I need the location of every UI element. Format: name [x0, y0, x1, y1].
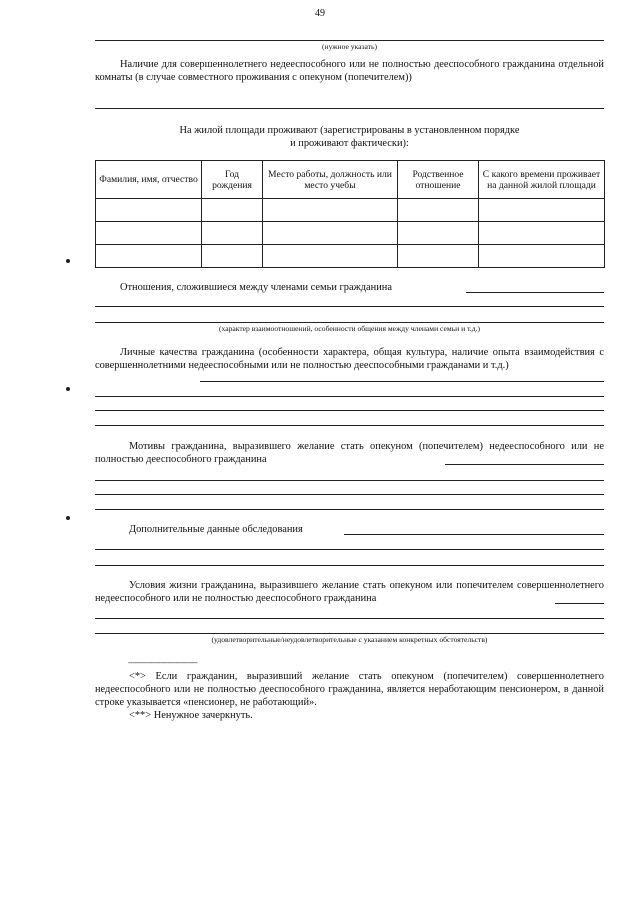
table-cell[interactable]: [479, 199, 605, 222]
conditions-paragraph: Условия жизни гражданина, выразившего желание стать опекуном или попечителем совершеннолетнего недееспособного или не полностью дееспособного гражданина: [95, 580, 604, 604]
fill-line[interactable]: [555, 603, 604, 604]
footnote-separator: --------------------------------: [128, 658, 198, 667]
column-header: С какого времени проживает на данной жилой площади: [479, 161, 605, 199]
fill-line[interactable]: [95, 306, 604, 307]
fill-line[interactable]: [344, 534, 604, 535]
table-row: [96, 245, 605, 268]
table-cell[interactable]: [202, 245, 263, 268]
table-cell[interactable]: [263, 199, 398, 222]
conditions-hint: (удовлетворительные/неудовлетворительные с указанием конкретных обстоятельств): [211, 635, 488, 644]
table-cell[interactable]: [202, 199, 263, 222]
room-paragraph: Наличие для совершеннолетнего недееспособного или не полностью дееспособного гражданина отдельной комнаты (в случае совместного проживания с опекуном (попечителем)): [95, 59, 604, 83]
column-header: Фамилия, имя, отчество: [96, 161, 202, 199]
fill-line[interactable]: [445, 464, 604, 465]
residents-table: [95, 160, 605, 268]
table-header-row: [96, 161, 605, 199]
footnote-2: <**> Ненужное зачеркнуть.: [129, 710, 253, 721]
residents-heading-line1: На жилой площади проживают (зарегистрированы в установленном порядке: [179, 125, 520, 136]
margin-dot: [66, 516, 70, 520]
residents-heading-line2: и проживают фактически):: [290, 138, 409, 149]
fill-line[interactable]: [95, 322, 604, 323]
hint-specify: (нужное указать): [322, 42, 377, 51]
fill-line[interactable]: [95, 494, 604, 495]
table-cell[interactable]: [263, 222, 398, 245]
relations-label: Отношения, сложившиеся между членами семьи гражданина: [120, 282, 392, 293]
table-cell[interactable]: [398, 245, 479, 268]
table-cell[interactable]: [202, 222, 263, 245]
column-header: Год рождения: [202, 161, 263, 199]
fill-line[interactable]: [95, 618, 604, 619]
table-cell[interactable]: [398, 222, 479, 245]
footnote-1: <*> Если гражданин, выразивший желание стать опекуном (попечителем) совершеннолетнего недееспособного или не полностью дееспособного гражданина, является неработающим пенсионером, в данной строке указывается «пенсионер, не работающий».: [95, 671, 604, 708]
table-row: [96, 222, 605, 245]
table-cell[interactable]: [96, 199, 202, 222]
column-header: Место работы, должность или место учебы: [263, 161, 398, 199]
column-header: Родственное отношение: [398, 161, 479, 199]
relations-hint: (характер взаимоотношений, особенности общения между членами семьи и т.д.): [218, 324, 481, 333]
table-cell[interactable]: [479, 222, 605, 245]
fill-line[interactable]: [95, 549, 604, 550]
margin-dot: [66, 387, 70, 391]
fill-line[interactable]: [95, 509, 604, 510]
fill-line[interactable]: [466, 292, 604, 293]
margin-dot: [66, 259, 70, 263]
table-cell[interactable]: [263, 245, 398, 268]
fill-line[interactable]: [95, 565, 604, 566]
fill-line[interactable]: [200, 381, 604, 382]
fill-line[interactable]: [95, 633, 604, 634]
fill-line[interactable]: [95, 425, 604, 426]
fill-line[interactable]: [95, 410, 604, 411]
additional-label: Дополнительные данные обследования: [129, 524, 303, 535]
motives-paragraph: Мотивы гражданина, выразившего желание стать опекуном (попечителем) недееспособного или не полностью дееспособного гражданина: [95, 441, 604, 465]
page-number: 49: [315, 8, 325, 19]
fill-line[interactable]: [95, 480, 604, 481]
personal-qualities-paragraph: Личные качества гражданина (особенности характера, общая культура, наличие опыта взаимодействия с совершеннолетними недееспособными или не полностью дееспособными гражданами и т.д.): [95, 347, 604, 371]
fill-line: [95, 40, 604, 41]
table-cell[interactable]: [96, 222, 202, 245]
table-row: [96, 199, 605, 222]
fill-line: [95, 108, 604, 109]
fill-line[interactable]: [95, 396, 604, 397]
table-cell[interactable]: [479, 245, 605, 268]
table-cell[interactable]: [96, 245, 202, 268]
table-cell[interactable]: [398, 199, 479, 222]
